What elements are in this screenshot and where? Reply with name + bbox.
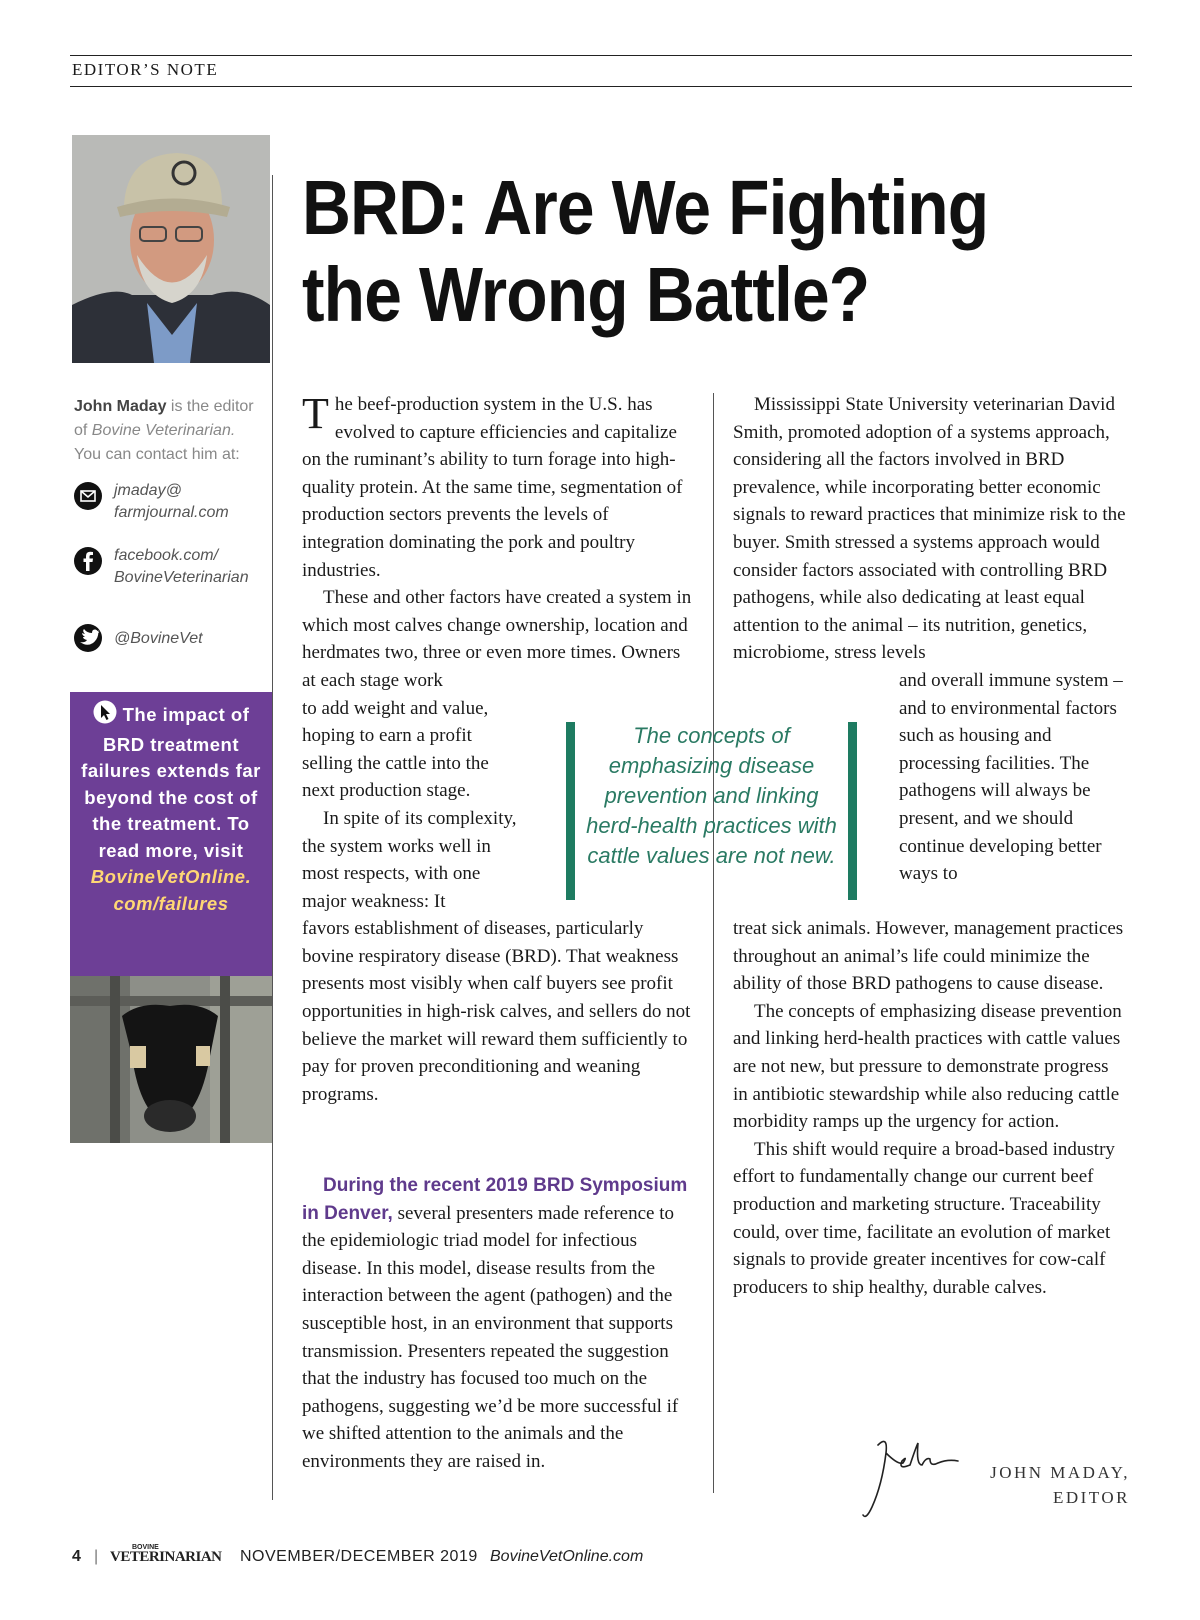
page-number: 4	[72, 1548, 81, 1565]
paragraph-5-continued: treat sick animals. However, management practices throughout an animal’s life could minimize the ability of those BRD pathogens to cause disease.	[733, 918, 1124, 995]
twitter-handle: @BovineVet	[114, 630, 203, 647]
logo-text: VETERINARIAN	[110, 1549, 222, 1565]
signoff	[950, 1460, 1130, 1510]
cursor-icon	[93, 700, 117, 732]
footer	[72, 1544, 972, 1572]
footer-separator: |	[94, 1548, 99, 1565]
bio-of: of	[74, 422, 92, 439]
issue-date: NOVEMBER/DECEMBER 2019	[240, 1548, 478, 1565]
paragraph-5: Mississippi State University veterinarian David Smith, promoted adoption of a systems approach, considering all the factors involved in BRD prevalence, while incorporating better economic signals to reward practices that minimize risk to the buyer. Smith stressed a systems approach would consider factors associated with controlling BRD pathogens, while also dedicating at least equal attention to the animal – its nutrition, genetics, microbiome, stress levels	[733, 394, 1126, 664]
pull-quote: The concepts of emphasizing disease prevention and linking herd-health practices with cattle values are not new.	[586, 723, 837, 868]
paragraph-2-wrap: to add weight and value, hoping to earn a profit selling the cattle into the next production stage.	[302, 697, 489, 802]
column-divider	[713, 393, 714, 1493]
twitter-icon	[74, 624, 102, 652]
paragraph-5-wrap: and overall immune system – and to environmental factors such as housing and processing facilities. The pathogens will always be present, and we should continue developing better ways to	[899, 669, 1123, 885]
signoff-name: JOHN MADAY,	[990, 1463, 1130, 1482]
header-rule-top	[70, 55, 1132, 56]
footer-site[interactable]: BovineVetOnline.com	[490, 1548, 644, 1565]
pullquote-bar-right	[848, 722, 857, 900]
author-name: John Maday	[74, 398, 167, 415]
highlight-text: During the recent 2019 BRD Symposium in Denver,	[302, 1175, 688, 1224]
paragraph-2: These and other factors have created a system in which most calves change ownership, location and herdmates two, three or even more times. Owners at each stage work	[302, 587, 692, 691]
publication-name: Bovine Veterinarian.	[91, 422, 236, 439]
sidebar-divider	[272, 175, 273, 1500]
bio-text: is the editor	[166, 398, 254, 415]
facebook-line2: BovineVeterinarian	[114, 569, 249, 586]
promo-box[interactable]	[70, 692, 272, 976]
author-bio	[74, 395, 264, 467]
author-photo	[72, 135, 270, 363]
paragraph-4-text: several presenters made reference to the epidemiologic triad model for infectious disease. In this model, disease results from the interaction between the agent (pathogen) and the susceptible host, in an environment that supports transmission. Presenters repeated the suggestion that the industry has focused too much on the pathogens, suggesting we’d be more successful if we shifted attention to the animals and the environments they are raised in.	[302, 1202, 679, 1472]
facebook-icon	[74, 547, 102, 575]
bio-contact: You can contact him at:	[74, 446, 240, 463]
email-icon	[74, 482, 102, 510]
signoff-title: EDITOR	[1052, 1488, 1130, 1507]
paragraph-3: In spite of its complexity, the system works well in most respects, with one major weakness: It	[302, 807, 517, 912]
calf-photo	[70, 976, 272, 1143]
drop-cap: T	[302, 389, 329, 438]
paragraph-1	[302, 391, 694, 584]
paragraph-1-text: he beef-production system in the U.S. has evolved to capture efficiencies and capitalize on the ruminant’s ability to turn forage into high-quality protein. At the same time, segmentation of production sectors prevents the levels of integration dominating the pork and poultry industries.	[302, 394, 683, 581]
body-column-1-lower	[302, 1172, 694, 1476]
body-column-2-lower	[733, 915, 1127, 1301]
email-line2: farmjournal.com	[114, 504, 229, 521]
article-title	[302, 165, 1024, 339]
paragraph-3-continued: favors establishment of diseases, particularly bovine respiratory disease (BRD). That weakness presents most visibly when calf buyers see profit opportunities in high-risk calves, and sellers do not believe the market will reward them sufficiently to pay for proven preconditioning and weaning programs.	[302, 918, 691, 1105]
paragraph-7: This shift would require a broad-based industry effort to fundamentally change our current beef production and marketing structure. Traceability could, over time, facilitate an evolution of market signals to provide greater incentives for cow-calf producers to ship healthy, durable calves.	[733, 1138, 1115, 1298]
paragraph-6: The concepts of emphasizing disease prevention and linking herd-health practices with cattle values are not new, but pressure to demonstrate progress in antibiotic stewardship while also reducing cattle morbidity ramps up the urgency for action.	[733, 1000, 1122, 1133]
title-line-2: the Wrong Battle?	[302, 252, 870, 338]
section-label: EDITOR’S NOTE	[72, 60, 219, 79]
promo-link[interactable]: BovineVetOnline. com/failures	[90, 866, 252, 914]
facebook-line1: facebook.com/	[114, 547, 219, 564]
email-line1: jmaday@	[114, 482, 182, 499]
header-rule-bottom	[70, 86, 1132, 87]
paragraph-4	[302, 1172, 694, 1476]
pullquote-bar-left	[566, 722, 575, 900]
promo-text: The impact of BRD treatment failures extends far beyond the cost of the treatment. To read more, visit	[81, 704, 261, 861]
title-line-1: BRD: Are We Fighting	[302, 165, 989, 251]
logo-small: BOVINE	[132, 1544, 159, 1551]
